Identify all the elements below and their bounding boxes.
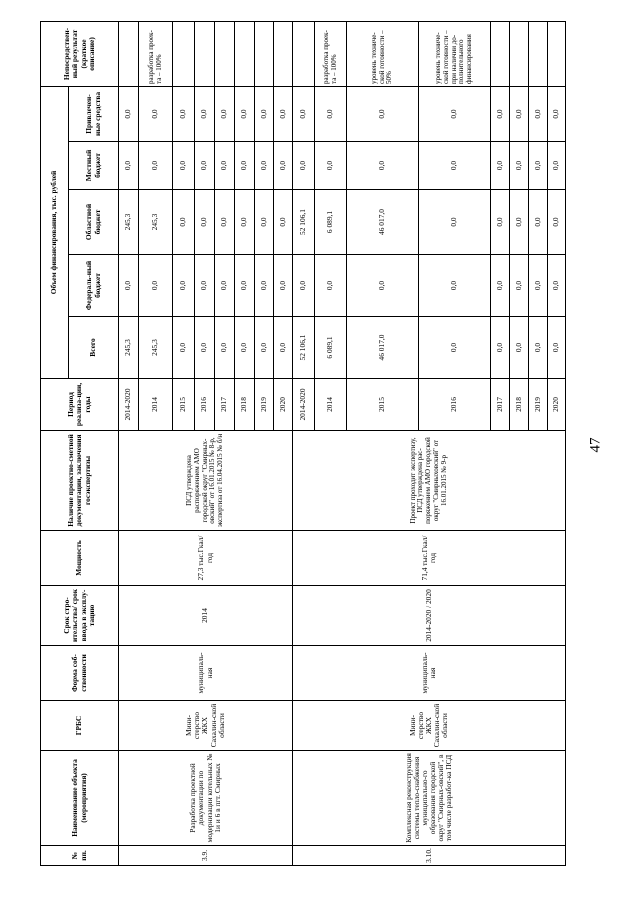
cell-regional: 0,0	[510, 190, 529, 255]
item-docs: Проект проходит экспертизу, ПСД утверждена рас-поряжением АМО городской округ "Смирныховский" от 16.01.2015 № 9-р	[293, 431, 566, 531]
header-term: Срок стро-ительства/ срок ввода в эксплу-тацию	[41, 586, 119, 646]
cell-result	[491, 21, 510, 86]
cell-year: 2020	[274, 379, 293, 431]
cell-local: 0,0	[491, 142, 510, 190]
cell-attracted: 0,0	[315, 86, 347, 141]
cell-local: 0,0	[255, 142, 274, 190]
header-docs: Наличие проектно-сметной документации, заключения госэкспертизы	[41, 431, 119, 531]
cell-attracted: 0,0	[491, 86, 510, 141]
cell-year: 2018	[510, 379, 529, 431]
header-attracted: Привлечен-ные средства	[69, 86, 119, 141]
cell-regional: 0,0	[274, 190, 293, 255]
cell-year: 2020	[548, 379, 566, 431]
cell-local: 0,0	[419, 142, 491, 190]
cell-local: 0,0	[274, 142, 293, 190]
cell-year: 2017	[491, 379, 510, 431]
cell-federal: 0,0	[215, 255, 235, 317]
header-ownership: Форма соб-ственности	[41, 646, 119, 701]
cell-year: 2019	[255, 379, 274, 431]
cell-result	[510, 21, 529, 86]
cell-federal: 0,0	[235, 255, 255, 317]
header-total: Всего	[69, 317, 119, 379]
cell-attracted: 0,0	[195, 86, 215, 141]
cell-total: 6 089,1	[315, 317, 347, 379]
cell-federal: 0,0	[173, 255, 195, 317]
cell-federal: 0,0	[195, 255, 215, 317]
cell-year: 2016	[419, 379, 491, 431]
table-body	[119, 21, 566, 865]
cell-federal: 0,0	[255, 255, 274, 317]
cell-federal: 0,0	[419, 255, 491, 317]
cell-regional: 0,0	[215, 190, 235, 255]
cell-local: 0,0	[548, 142, 566, 190]
cell-attracted: 0,0	[173, 86, 195, 141]
cell-local: 0,0	[347, 142, 419, 190]
table-row	[119, 21, 139, 865]
header-funding: Объем финансирования, тыс. рублей	[41, 86, 69, 378]
cell-regional: 245,3	[119, 190, 139, 255]
cell-year: 2014	[315, 379, 347, 431]
item-docs: ПСД утверждена распоряжением АМО городской округ "Смирных-овский" от 16.01.2015 № 8-р, экспертиза от 16.04.2015 № б/н	[119, 431, 293, 531]
cell-regional: 0,0	[491, 190, 510, 255]
cell-attracted: 0,0	[347, 86, 419, 141]
cell-attracted: 0,0	[215, 86, 235, 141]
item-name: Разработка проектной документации по модернизации котельных № 1и и 6 в пгт. Смирных	[119, 751, 293, 846]
item-term: 2014-2020 / 2020	[293, 586, 566, 646]
cell-regional: 0,0	[255, 190, 274, 255]
cell-federal: 0,0	[274, 255, 293, 317]
header-federal: Федераль-ный бюджет	[69, 255, 119, 317]
cell-regional: 52 106,1	[293, 190, 315, 255]
cell-local: 0,0	[529, 142, 548, 190]
header-period: Период реализа-ции, годы	[41, 379, 119, 431]
cell-local: 0,0	[235, 142, 255, 190]
cell-total: 0,0	[548, 317, 566, 379]
cell-year: 2017	[215, 379, 235, 431]
header-grbs: ГРБС	[41, 701, 119, 751]
cell-federal: 0,0	[119, 255, 139, 317]
cell-result	[529, 21, 548, 86]
cell-federal: 0,0	[548, 255, 566, 317]
cell-federal: 0,0	[315, 255, 347, 317]
item-num: 3.9.	[119, 846, 293, 866]
cell-result: разработка проек-та – 100%	[315, 21, 347, 86]
cell-attracted: 0,0	[255, 86, 274, 141]
cell-total: 0,0	[195, 317, 215, 379]
cell-regional: 0,0	[195, 190, 215, 255]
header-local: Местный бюджет	[69, 142, 119, 190]
page-number: 47	[587, 437, 604, 453]
cell-result	[255, 21, 274, 86]
cell-local: 0,0	[139, 142, 173, 190]
cell-regional: 245,3	[139, 190, 173, 255]
cell-federal: 0,0	[347, 255, 419, 317]
cell-total: 0,0	[529, 317, 548, 379]
cell-result	[235, 21, 255, 86]
cell-year: 2016	[195, 379, 215, 431]
cell-total: 0,0	[255, 317, 274, 379]
cell-regional: 0,0	[419, 190, 491, 255]
cell-attracted: 0,0	[529, 86, 548, 141]
cell-federal: 0,0	[293, 255, 315, 317]
cell-federal: 0,0	[529, 255, 548, 317]
cell-result	[293, 21, 315, 86]
cell-year: 2015	[173, 379, 195, 431]
cell-total: 0,0	[235, 317, 255, 379]
header-result: Непосредствен-ный результат (краткое описание)	[41, 21, 119, 86]
header-name: Наименование объекта (мероприятия)	[41, 751, 119, 846]
cell-year: 2018	[235, 379, 255, 431]
cell-attracted: 0,0	[293, 86, 315, 141]
cell-result: уровень техниче-ской готовности – 50%	[347, 21, 419, 86]
item-ownership: муниципаль-ная	[119, 646, 293, 701]
cell-total: 0,0	[173, 317, 195, 379]
rotated-table-container	[40, 22, 560, 866]
cell-result	[173, 21, 195, 86]
cell-result	[274, 21, 293, 86]
item-grbs: Мини-стерство ЖКХ Сахалин-ской области	[119, 701, 293, 751]
cell-local: 0,0	[119, 142, 139, 190]
item-term: 2014	[119, 586, 293, 646]
cell-total: 0,0	[274, 317, 293, 379]
cell-year: 2015	[347, 379, 419, 431]
cell-regional: 6 089,1	[315, 190, 347, 255]
cell-year: 2014	[139, 379, 173, 431]
item-capacity: 27,3 тыс.Гкал/год	[119, 531, 293, 586]
cell-result: разработка проек-та – 100%	[139, 21, 173, 86]
cell-attracted: 0,0	[274, 86, 293, 141]
cell-federal: 0,0	[491, 255, 510, 317]
cell-total: 245,3	[119, 317, 139, 379]
cell-attracted: 0,0	[548, 86, 566, 141]
cell-result	[195, 21, 215, 86]
cell-year: 2014-2020	[119, 379, 139, 431]
item-num: 3.10.	[293, 846, 566, 866]
cell-regional: 0,0	[548, 190, 566, 255]
cell-result: уровень техниче-ской готовности – при наличии до-полнительного финансирования	[419, 21, 491, 86]
cell-local: 0,0	[173, 142, 195, 190]
cell-result	[119, 21, 139, 86]
funding-table	[40, 21, 566, 866]
cell-attracted: 0,0	[510, 86, 529, 141]
cell-result	[215, 21, 235, 86]
cell-attracted: 0,0	[119, 86, 139, 141]
cell-federal: 0,0	[510, 255, 529, 317]
item-ownership: муниципаль-ная	[293, 646, 566, 701]
cell-attracted: 0,0	[235, 86, 255, 141]
cell-local: 0,0	[293, 142, 315, 190]
cell-year: 2014-2020	[293, 379, 315, 431]
cell-year: 2019	[529, 379, 548, 431]
cell-total: 245,3	[139, 317, 173, 379]
header-capacity: Мощность	[41, 531, 119, 586]
cell-total: 0,0	[215, 317, 235, 379]
table-row	[293, 21, 315, 865]
cell-result	[548, 21, 566, 86]
cell-regional: 0,0	[235, 190, 255, 255]
table-header	[41, 21, 119, 865]
cell-total: 0,0	[510, 317, 529, 379]
cell-total: 52 106,1	[293, 317, 315, 379]
header-regional: Областной бюджет	[69, 190, 119, 255]
header-num: № пп.	[41, 846, 119, 866]
item-grbs: Мини-стерство ЖКХ Сахалин-ской области	[293, 701, 566, 751]
item-capacity: 71,4 тыс.Гкал/год	[293, 531, 566, 586]
cell-regional: 46 017,0	[347, 190, 419, 255]
cell-regional: 0,0	[529, 190, 548, 255]
cell-local: 0,0	[195, 142, 215, 190]
cell-local: 0,0	[510, 142, 529, 190]
cell-attracted: 0,0	[419, 86, 491, 141]
cell-total: 46 017,0	[347, 317, 419, 379]
item-name: Комплексная реконструкция системы тепло-снабжения муниципально-го образования городской округ "Смирных-овский", в том числе разработ-ка ПСД	[293, 751, 566, 846]
cell-attracted: 0,0	[139, 86, 173, 141]
cell-regional: 0,0	[173, 190, 195, 255]
cell-local: 0,0	[215, 142, 235, 190]
cell-local: 0,0	[315, 142, 347, 190]
cell-total: 0,0	[491, 317, 510, 379]
cell-total: 0,0	[419, 317, 491, 379]
cell-federal: 0,0	[139, 255, 173, 317]
